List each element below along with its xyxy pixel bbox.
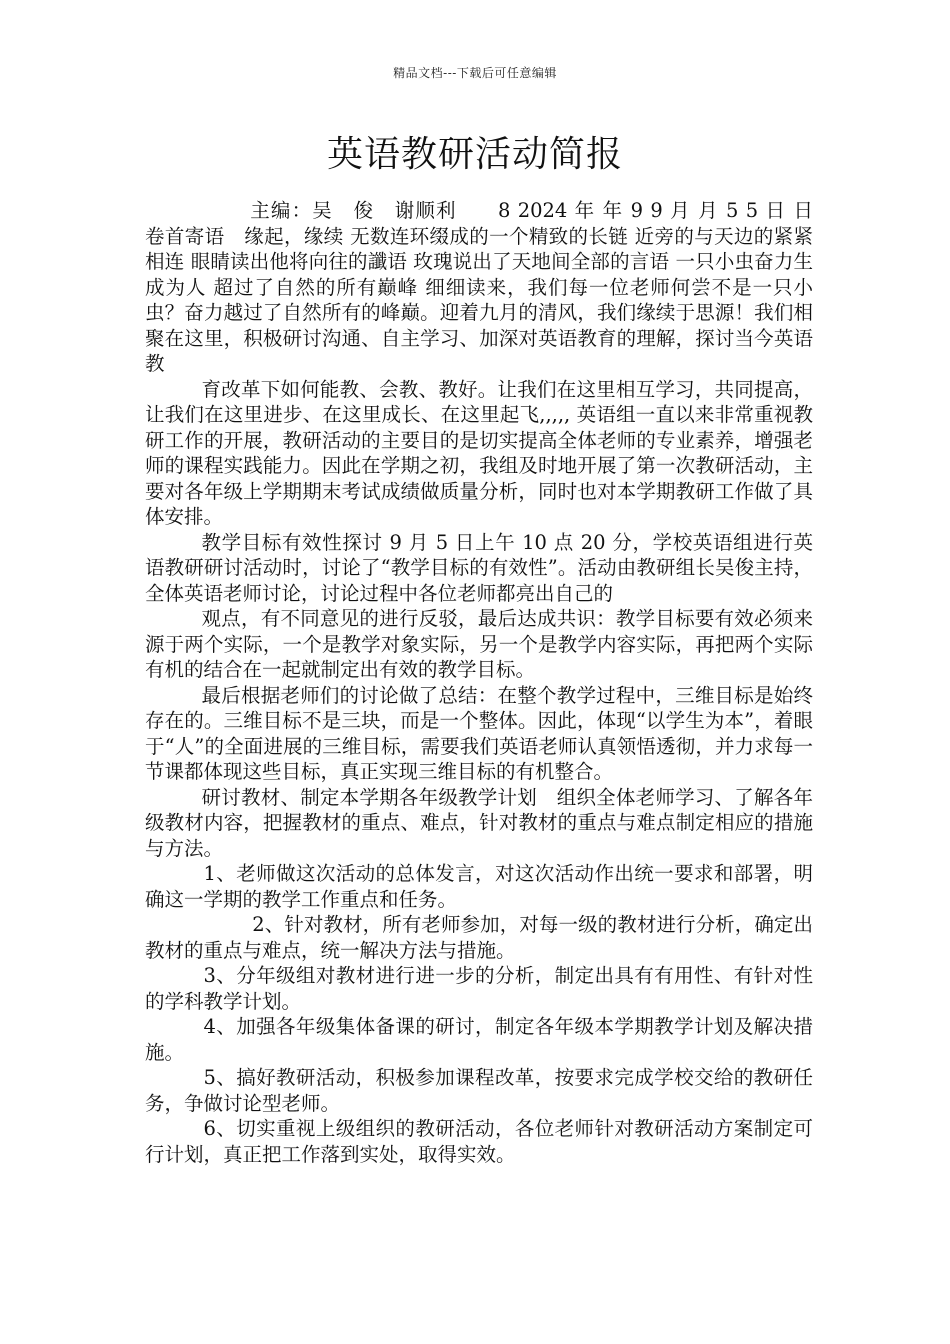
paragraph-viewpoints: 观点，有不同意见的进行反驳，最后达成共识：教学目标要有效必须来源于两个实际，一个是教学对象实际，另一个是教学内容实际，再把两个实际有机的结合在一起就制定出有效的教学目标。 xyxy=(145,607,813,681)
header-note: 精品文档---下载后可任意编辑 xyxy=(393,66,557,80)
document-body xyxy=(145,198,853,1167)
list-item-3: 3、分年级组对教材进行进一步的分析，制定出具有有用性、有针对性的学科教学计划。 xyxy=(145,964,813,1013)
document-title: 英语教研活动简报 xyxy=(326,134,623,175)
paragraph-textbook: 研讨教材、制定本学期各年级教学计划 组织全体老师学习、了解各年级教材内容，把握教材的重点、难点，针对教材的重点与难点制定相应的措施与方法。 xyxy=(145,785,813,860)
paragraph-intro: 主编：吴 俊 谢顺利 8 2024 年 年 9 9 月 月 5 5 日 日 卷首寄语 缘起，缘续 无数连环缀成的一个精致的长链 近旁的与天边的紧紧相连 眼睛读出他将向往的讖语 玫瑰说出了天地间全部的言语 一只小虫奋力生成为人 超过了自然的所有巅峰 细细读来，我们每一位老师何尝不是一只小虫？奋力越过了自然所有的峰巅。迎着九月的清风，我们缘续于思源！我们相聚在这里，积极研讨沟通、自主学习、加深对英语教育的理解，探讨当今英语教 xyxy=(145,199,853,375)
list-item-4: 4、加强各年级集体备课的研讨，制定各年级本学期教学计划及解决措施。 xyxy=(145,1015,813,1064)
paragraph-reform: 育改革下如何能教、会教、教好。让我们在这里相互学习，共同提高，让我们在这里进步、在这里成长、在这里起飞,,,,, 英语组一直以来非常重视教研工作的开展，教研活动的主要目的是切实提高全体老师的专业素养，增强老师的课程实践能力。因此在学期之初，我组及时地开展了第一次教研活动，主要对各年级上学期期末考试成绩做质量分析，同时也对本学期教研工作做了具体安排。 xyxy=(145,377,813,528)
paragraph-objectives: 教学目标有效性探讨 9 月 5 日上午 10 点 20 分，学校英语组进行英语教研研讨活动时，讨论了“教学目标的有效性”。活动由教研组长吴俊主持，全体英语老师讨论，讨论过程中各位老师都亮出自己的 xyxy=(145,530,813,605)
list-item-6: 6、切实重视上级组织的教研活动，各位老师针对教研活动方案制定可行计划，真正把工作落到实处，取得实效。 xyxy=(145,1117,813,1166)
list-item-2: 2、针对教材，所有老师参加，对每一级的教材进行分析，确定出教材的重点与难点，统一解决方法与措施。 xyxy=(145,913,813,962)
paragraph-summary: 最后根据老师们的讨论做了总结：在整个教学过程中，三维目标是始终存在的。三维目标不是三块，而是一个整体。因此，体现“以学生为本”，着眼于“人”的全面进展的三维目标，需要我们英语老师认真领悟透彻，并力求每一节课都体现这些目标，真正实现三维目标的有机整合。 xyxy=(145,683,813,783)
list-item-5: 5、搞好教研活动，积极参加课程改革，按要求完成学校交给的教研任务，争做讨论型老师。 xyxy=(145,1066,813,1115)
list-item-1: 1、老师做这次活动的总体发言，对这次活动作出统一要求和部署，明确这一学期的教学工作重点和任务。 xyxy=(145,862,813,911)
